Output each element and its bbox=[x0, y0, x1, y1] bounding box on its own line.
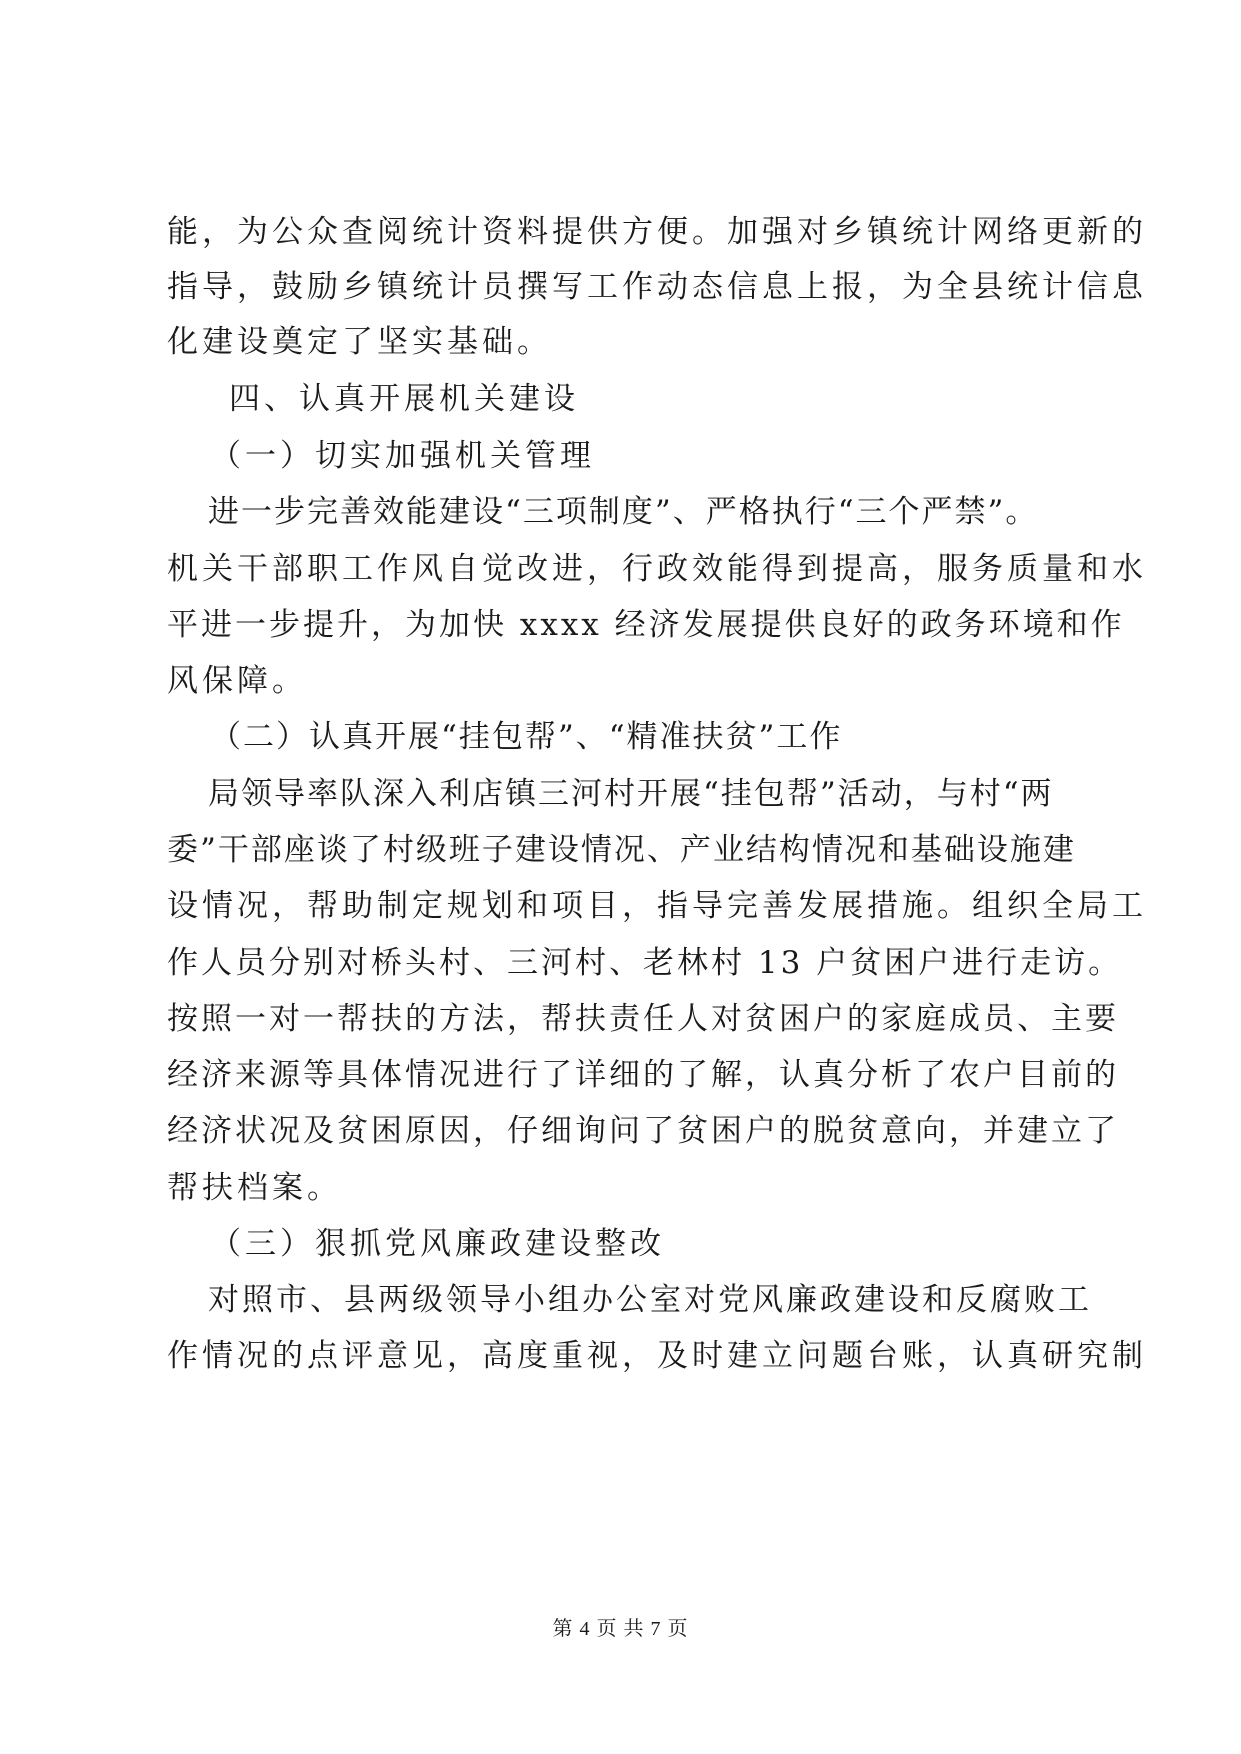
text-line: 风保障。 bbox=[167, 663, 307, 699]
text-line: 经济状况及贫困原因，仔细询问了贫困户的脱贫意向，并建立了 bbox=[167, 1113, 1119, 1149]
subsection-heading: （二）认真开展“挂包帮”、“精准扶贫”工作 bbox=[210, 719, 843, 755]
page-number-footer: 第 4 页 共 7 页 bbox=[552, 1618, 689, 1640]
text-line: 进一步完善效能建设“三项制度”、严格执行“三个严禁”。 bbox=[208, 494, 1039, 530]
text-line: 作情况的点评意见，高度重视，及时建立问题台账，认真研究制 bbox=[167, 1338, 1147, 1374]
text-line: 设情况，帮助制定规划和项目，指导完善发展措施。组织全局工 bbox=[167, 888, 1147, 924]
text-line: 作人员分别对桥头村、三河村、老林村 13 户贫困户进行走访。 bbox=[167, 945, 1123, 981]
text-line: 化建设奠定了坚实基础。 bbox=[167, 324, 552, 360]
text-line: 经济来源等具体情况进行了详细的了解，认真分析了农户目前的 bbox=[167, 1057, 1119, 1093]
subsection-heading: （三）狠抓党风廉政建设整改 bbox=[210, 1226, 665, 1262]
text-line: 局领导率队深入利店镇三河村开展“挂包帮”活动，与村“两 bbox=[208, 776, 1054, 812]
section-heading: 四、认真开展机关建设 bbox=[229, 381, 579, 417]
text-line: 按照一对一帮扶的方法，帮扶责任人对贫困户的家庭成员、主要 bbox=[167, 1001, 1119, 1037]
text-line: 能，为公众查阅统计资料提供方便。加强对乡镇统计网络更新的 bbox=[167, 214, 1147, 250]
text-line: 机关干部职工作风自觉改进，行政效能得到提高，服务质量和水 bbox=[167, 551, 1147, 587]
subsection-heading: （一）切实加强机关管理 bbox=[210, 438, 595, 474]
text-line: 委”干部座谈了村级班子建设情况、产业结构情况和基础设施建 bbox=[167, 832, 1076, 868]
text-line: 对照市、县两级领导小组办公室对党风廉政建设和反腐败工 bbox=[208, 1282, 1092, 1318]
text-line: 指导，鼓励乡镇统计员撰写工作动态信息上报，为全县统计信息 bbox=[167, 269, 1147, 305]
text-line: 帮扶档案。 bbox=[167, 1170, 342, 1206]
text-line: 平进一步提升，为加快 xxxx 经济发展提供良好的政务环境和作 bbox=[167, 607, 1125, 643]
